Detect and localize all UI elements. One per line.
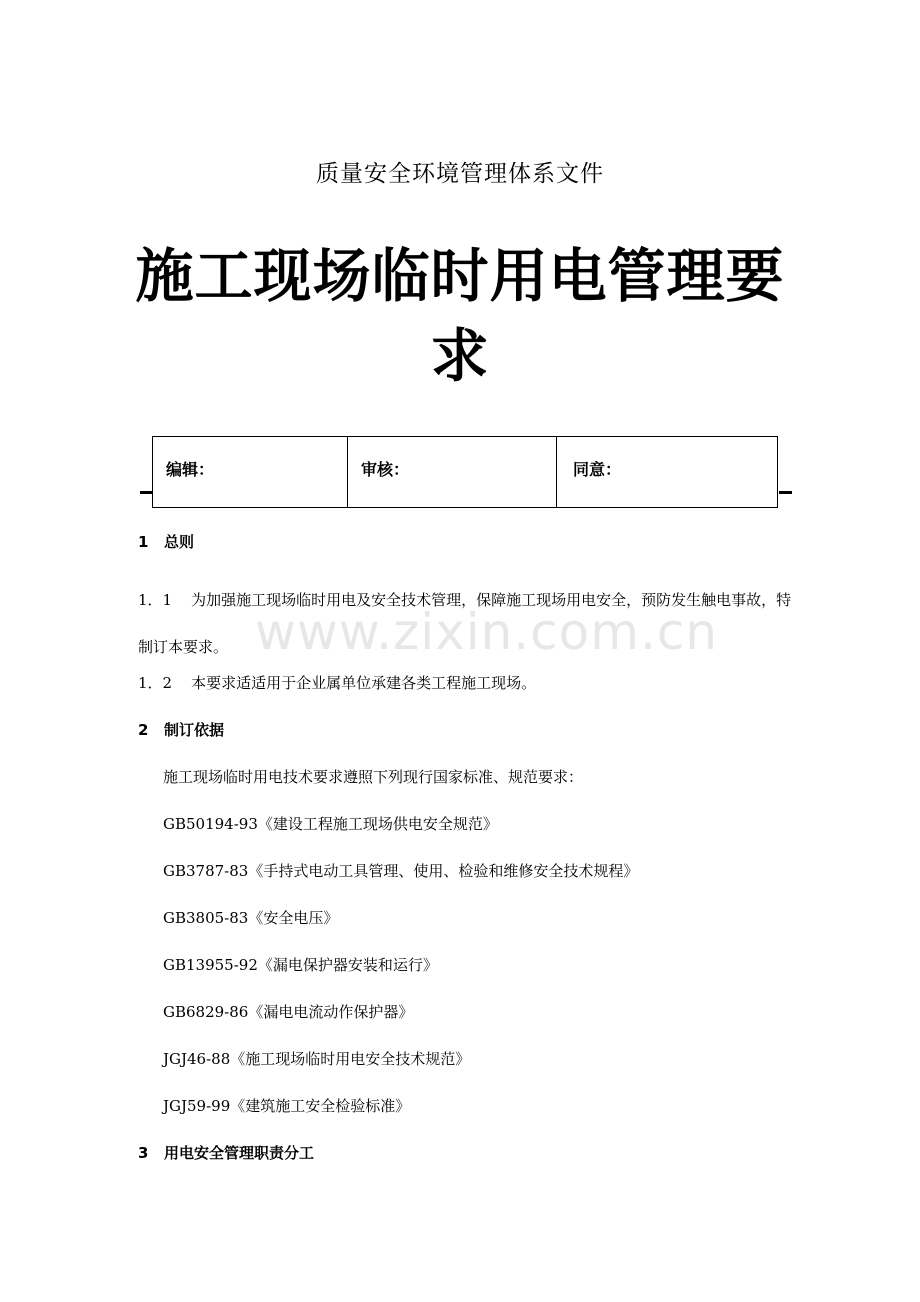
section-3-heading xyxy=(138,1141,794,1188)
document-series-title: 质量安全环境管理体系文件 xyxy=(316,161,604,187)
standard-item: JGJ59-99《建筑施工安全检验标准》 xyxy=(163,1097,411,1115)
table-right-rule xyxy=(779,491,792,494)
standard-item: GB6829-86《漏电电流动作保护器》 xyxy=(163,1003,414,1021)
reviewer-label: 审核： xyxy=(348,437,557,507)
page-title: 施工现场临时用电管理要求 xyxy=(135,242,785,390)
section-number: 3 xyxy=(138,1144,149,1162)
standard-item: GB13955-92《漏电保护器安装和运行》 xyxy=(163,956,438,974)
standard-item: GB3805-83《安全电压》 xyxy=(163,909,339,927)
clause-number: 1．2 xyxy=(138,674,173,692)
section-title: 总则 xyxy=(164,533,195,551)
section-2-intro: 施工现场临时用电技术要求遵照下列现行国家标准、规范要求： xyxy=(163,768,584,786)
editor-label: 编辑： xyxy=(153,437,348,507)
standard-item: GB50194-93《建设工程施工现场供电安全规范》 xyxy=(163,815,498,833)
section-number: 1 xyxy=(138,533,149,551)
section-title: 制订依据 xyxy=(164,721,225,739)
section-2-heading xyxy=(138,718,794,765)
standard-item: JGJ46-88《施工现场临时用电安全技术规范》 xyxy=(163,1050,471,1068)
signoff-table xyxy=(152,436,778,508)
table-left-rule xyxy=(140,491,153,494)
standard-item: GB3787-83《手持式电动工具管理、使用、检验和维修安全技术规程》 xyxy=(163,862,639,880)
clause-number: 1．1 xyxy=(138,591,173,609)
section-1-heading xyxy=(138,530,794,577)
watermark: www.zixin.com.cn xyxy=(255,603,719,661)
section-number: 2 xyxy=(138,721,149,739)
clause-text: 本要求适适用于企业属单位承建各类工程施工现场。 xyxy=(191,674,537,692)
document-body xyxy=(138,530,794,1188)
clause-1-2 xyxy=(138,671,794,718)
section-title: 用电安全管理职责分工 xyxy=(164,1144,315,1162)
clause-1-1 xyxy=(138,577,794,671)
approver-label: 同意： xyxy=(573,460,622,479)
clause-text: 为加强施工现场临时用电及安全技术管理，保障施工现场用电安全，预防发生触电事故，特制订本要求。 xyxy=(138,591,792,656)
